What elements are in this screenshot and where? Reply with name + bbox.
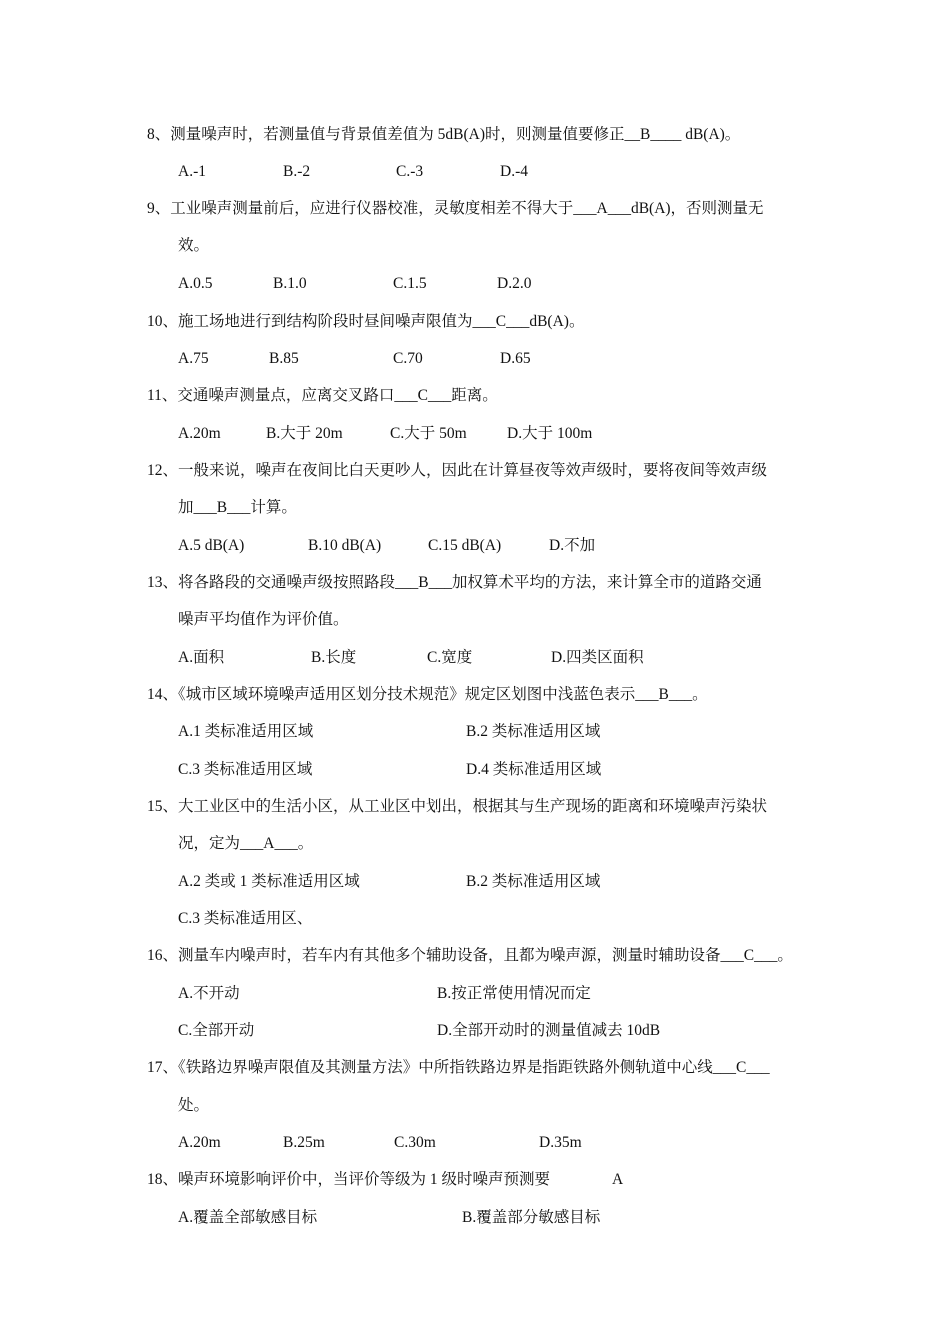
question-16-option-b: B.按正常使用情况而定 bbox=[437, 985, 591, 1002]
question-9-option-c: C.1.5 bbox=[393, 275, 427, 292]
question-16-option-d: D.全部开动时的测量值减去 10dB bbox=[437, 1022, 661, 1039]
question-15-option-a: A.2 类或 1 类标准适用区域 bbox=[178, 873, 360, 890]
question-18-stem: 18、噪声环境影响评价中，当评价等级为 1 级时噪声预测要 bbox=[147, 1171, 551, 1188]
question-17-option-c: C.30m bbox=[394, 1134, 436, 1151]
question-18-option-a: A.覆盖全部敏感目标 bbox=[178, 1209, 318, 1226]
question-16-option-c: C.全部开动 bbox=[178, 1022, 255, 1039]
question-12-option-a: A.5 dB(A) bbox=[178, 537, 245, 554]
question-10-option-d: D.65 bbox=[500, 350, 531, 367]
question-10-option-a: A.75 bbox=[178, 350, 209, 367]
question-11-option-d: D.大于 100m bbox=[507, 425, 593, 442]
question-12-stem-line2: 加___B___计算。 bbox=[178, 499, 297, 516]
question-14-option-a: A.1 类标准适用区域 bbox=[178, 723, 314, 740]
question-9-stem-line1: 9、工业噪声测量前后，应进行仪器校准，灵敏度相差不得大于___A___dB(A)，否则测量无 bbox=[147, 200, 764, 217]
question-9-option-d: D.2.0 bbox=[497, 275, 532, 292]
question-13-option-b: B.长度 bbox=[311, 649, 357, 666]
question-14-option-d: D.4 类标准适用区域 bbox=[466, 761, 602, 778]
question-17-option-d: D.35m bbox=[539, 1134, 582, 1151]
question-11-stem: 11、交通噪声测量点，应离交叉路口___C___距离。 bbox=[147, 387, 498, 404]
question-14-option-b: B.2 类标准适用区域 bbox=[466, 723, 601, 740]
question-10-option-c: C.70 bbox=[393, 350, 423, 367]
question-12-option-b: B.10 dB(A) bbox=[308, 537, 382, 554]
question-11-option-c: C.大于 50m bbox=[390, 425, 467, 442]
question-15-option-c: C.3 类标准适用区、 bbox=[178, 910, 313, 927]
question-18-answer: A bbox=[612, 1171, 624, 1188]
question-15-stem-line2: 况，定为___A___。 bbox=[178, 835, 314, 852]
question-14-option-c: C.3 类标准适用区域 bbox=[178, 761, 313, 778]
question-15-stem-line1: 15、大工业区中的生活小区，从工业区中划出，根据其与生产现场的距离和环境噪声污染状 bbox=[147, 798, 768, 815]
question-16-stem: 16、测量车内噪声时，若车内有其他多个辅助设备，且都为噪声源，测量时辅助设备___C___。 bbox=[147, 947, 793, 964]
question-17-option-b: B.25m bbox=[283, 1134, 325, 1151]
question-9-stem-line2: 效。 bbox=[178, 237, 210, 254]
question-14-stem: 14、《城市区域环境噪声适用区划分技术规范》规定区划图中浅蓝色表示___B___。 bbox=[147, 686, 708, 703]
question-15-option-b: B.2 类标准适用区域 bbox=[466, 873, 601, 890]
question-13-stem-line2: 噪声平均值作为评价值。 bbox=[178, 611, 349, 628]
question-13-option-d: D.四类区面积 bbox=[551, 649, 644, 666]
question-9-option-b: B.1.0 bbox=[273, 275, 307, 292]
question-8-option-a: A.-1 bbox=[178, 163, 206, 180]
question-11-option-a: A.20m bbox=[178, 425, 221, 442]
question-13-stem-line1: 13、将各路段的交通噪声级按照路段___B___加权算术平均的方法，来计算全市的道路交通 bbox=[147, 574, 762, 591]
question-8-stem: 8、测量噪声时，若测量值与背景值差值为 5dB(A)时，则测量值要修正__B____ dB(A)。 bbox=[147, 126, 741, 143]
question-8-option-c: C.-3 bbox=[396, 163, 424, 180]
question-8-option-d: D.-4 bbox=[500, 163, 528, 180]
question-12-option-c: C.15 dB(A) bbox=[428, 537, 502, 554]
question-13-option-c: C.宽度 bbox=[427, 649, 473, 666]
question-11-option-b: B.大于 20m bbox=[266, 425, 343, 442]
question-17-stem-line1: 17、《铁路边界噪声限值及其测量方法》中所指铁路边界是指距铁路外侧轨道中心线___C___ bbox=[147, 1059, 770, 1076]
question-12-stem-line1: 12、一般来说，噪声在夜间比白天更吵人，因此在计算昼夜等效声级时，要将夜间等效声级 bbox=[147, 462, 768, 479]
question-8-option-b: B.-2 bbox=[283, 163, 311, 180]
question-17-stem-line2: 处。 bbox=[178, 1097, 210, 1114]
question-17-option-a: A.20m bbox=[178, 1134, 221, 1151]
question-10-stem: 10、施工场地进行到结构阶段时昼间噪声限值为___C___dB(A)。 bbox=[147, 313, 585, 330]
question-13-option-a: A.面积 bbox=[178, 649, 225, 666]
question-16-option-a: A.不开动 bbox=[178, 985, 240, 1002]
question-10-option-b: B.85 bbox=[269, 350, 299, 367]
question-9-option-a: A.0.5 bbox=[178, 275, 213, 292]
question-12-option-d: D.不加 bbox=[549, 537, 596, 554]
question-18-option-b: B.覆盖部分敏感目标 bbox=[462, 1209, 601, 1226]
